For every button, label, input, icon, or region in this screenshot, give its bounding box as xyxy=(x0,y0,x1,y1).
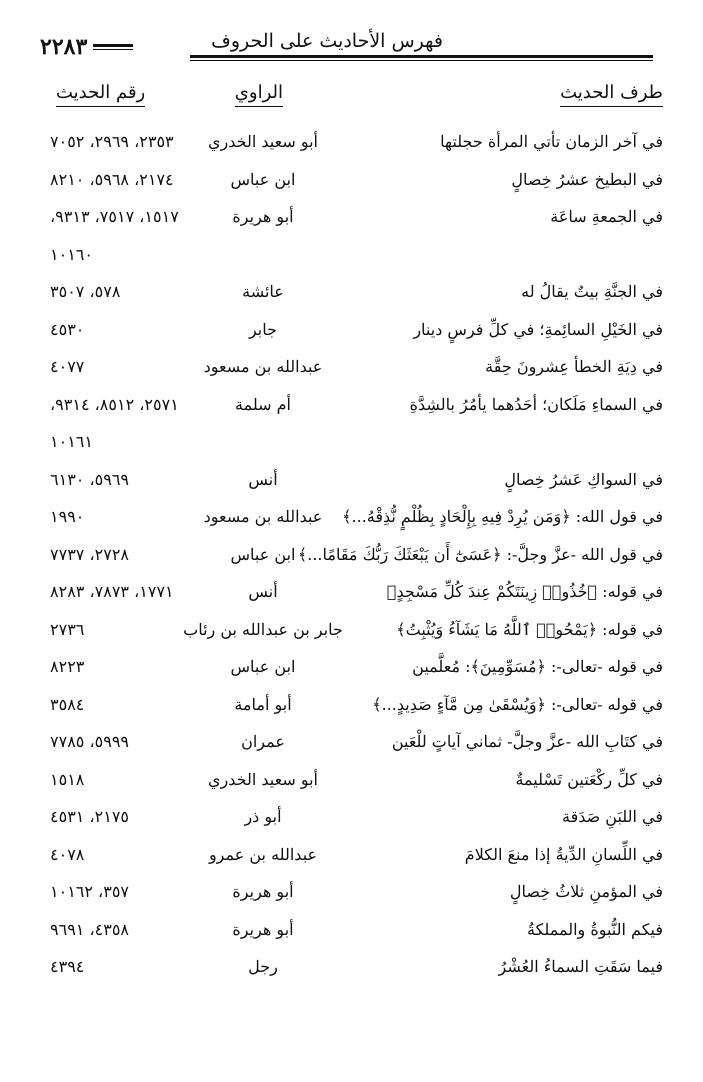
narrator-cell: أبو هريرة xyxy=(232,882,294,901)
table-row xyxy=(50,837,663,875)
number-cell: ١٠١٦١ xyxy=(50,432,93,451)
number-cell: ٤٥٣٠ xyxy=(50,319,85,339)
narrator-cell: أبو أمامة xyxy=(234,694,292,714)
hadith-cell: في قول الله -عزَّ وجلَّ-: ﴿عَسَىٰٓ أَن يَبْعَثَكَ رَبُّكَ مَقَامًا...﴾ xyxy=(297,544,663,564)
hadith-cell: في كتَابِ الله -عزَّ وجلَّ- ثماني آياتٍ للْعَين xyxy=(391,732,663,751)
columns-header xyxy=(50,82,663,118)
table-row xyxy=(50,649,663,687)
number-cell: ٤٣٩٤ xyxy=(50,957,85,976)
number-cell: ١٥١٧، ٧٥١٧، ٩٣١٣، xyxy=(50,207,179,226)
hadith-cell: في السواكِ عَشرُ خِصالٍ xyxy=(504,469,663,489)
hadith-cell: فيما سَقَتِ السماءُ العُشْرُ xyxy=(498,957,663,976)
number-cell: ٢١٧٥، ٤٥٣١ xyxy=(50,807,129,826)
narrator-cell: أبو هريرة xyxy=(232,207,294,226)
hadith-cell: في كلِّ ركْعَتين تَسْليمةٌ xyxy=(515,769,663,789)
number-cell: ٤٠٧٨ xyxy=(50,844,85,864)
table-row xyxy=(50,387,663,425)
hadith-cell: في دِيَةِ الخطأ عِشرونَ حِقَّة xyxy=(485,357,663,376)
hadith-cell: في آخر الزمان تأتي المرأة حجلتها xyxy=(440,132,663,151)
narrator-cell: أبو سعيد الخدري xyxy=(208,769,318,789)
hadith-cell: في الجنَّةِ بيتٌ يقالُ له xyxy=(521,282,663,301)
table-row xyxy=(50,762,663,800)
number-cell: ٥٧٨، ٣٥٠٧ xyxy=(50,282,121,301)
hadith-cell: في قوله -تعالى-: ﴿وَيُسْقَىٰ مِن مَّآءٍ صَدِيدٍ...﴾ xyxy=(372,694,663,714)
column-header-narrator: الراوي xyxy=(235,82,283,107)
table-row xyxy=(50,312,663,350)
number-cell: ١٩٩٠ xyxy=(50,507,85,526)
header-page-wrap xyxy=(40,34,133,60)
table-row xyxy=(50,199,663,237)
number-cell: ٣٥٧، ١٠١٦٢ xyxy=(50,882,129,901)
number-cell: ٣٥٨٤ xyxy=(50,694,85,714)
page-header xyxy=(40,30,663,62)
table-row xyxy=(50,349,663,387)
number-cell: ٢٥٧١، ٨٥١٢، ٩٣١٤، xyxy=(50,394,179,414)
narrator-cell: ابن عباس xyxy=(230,544,296,564)
hadith-index-table xyxy=(50,124,663,987)
hadith-cell: في اللِّسانِ الدِّيةُ إذا منعَ الكلامَ xyxy=(464,844,663,864)
number-cell: ١٥١٨ xyxy=(50,769,85,789)
number-cell: ١٧٧١، ٧٨٧٣، ٨٢٨٣ xyxy=(50,582,174,601)
narrator-cell: عبدالله بن مسعود xyxy=(203,357,323,376)
table-row xyxy=(50,799,663,837)
narrator-cell: أنس xyxy=(248,469,278,489)
hadith-cell: في البطيخ عشرُ خِصالٍ xyxy=(511,169,663,189)
narrator-cell: أبو سعيد الخدري xyxy=(208,132,318,151)
hadith-cell: في قوله -تعالى-: ﴿مُسَوِّمِينَ﴾: مُعلَّمين xyxy=(412,657,663,676)
narrator-cell: عائشة xyxy=(242,282,284,301)
hadith-cell: فيكم النُّبوةُ والمملكةُ xyxy=(526,919,663,939)
table-row xyxy=(50,612,663,650)
header-rule xyxy=(190,55,653,61)
hadith-cell: في قوله: ﴿خُذُوا۟ زِينَتَكُمْ عِندَ كُلِّ مَسْجِدٍ﴾ xyxy=(386,582,663,601)
number-cell: ٥٩٦٩، ٦١٣٠ xyxy=(50,469,129,489)
narrator-cell: أبو هريرة xyxy=(232,919,294,939)
table-row xyxy=(50,499,663,537)
table-row xyxy=(50,949,663,987)
hadith-cell: في قوله: ﴿يَمْحُوا۟ ٱللَّهُ مَا يَشَآءُ وَيُثْبِتُ﴾ xyxy=(396,619,663,639)
number-cell: ٢٧٣٦ xyxy=(50,619,85,639)
number-cell: ٢٧٢٨، ٧٧٣٧ xyxy=(50,544,129,564)
hadith-cell: في اللبَنِ صَدَقة xyxy=(562,807,663,826)
narrator-cell: عمران xyxy=(241,732,285,751)
table-row xyxy=(50,724,663,762)
number-cell: ٨٢٢٣ xyxy=(50,657,85,676)
hadith-cell: في قول الله: ﴿وَمَن يُرِدْ فِيهِ بِإِلْحَادٍ بِظُلْمٍ نُّذِقْهُ...﴾ xyxy=(342,507,663,526)
narrator-cell: أبو ذر xyxy=(244,807,282,826)
narrator-cell: ابن عباس xyxy=(230,169,296,189)
table-row xyxy=(50,462,663,500)
number-cell: ٥٩٩٩، ٧٧٨٥ xyxy=(50,732,129,751)
number-cell: ٤٠٧٧ xyxy=(50,357,85,376)
narrator-cell: أم سلمة xyxy=(235,394,291,414)
table-row xyxy=(50,687,663,725)
table-row xyxy=(50,537,663,575)
number-cell: ٤٣٥٨، ٩٦٩١ xyxy=(50,919,129,939)
table-row xyxy=(50,912,663,950)
narrator-cell: جابر بن عبدالله بن رئاب xyxy=(183,619,343,639)
column-header-number: رقم الحديث xyxy=(56,82,145,107)
narrator-cell: رجل xyxy=(248,957,278,976)
number-cell: ٢٣٥٣، ٢٩٦٩، ٧٠٥٢ xyxy=(50,132,174,151)
hadith-cell: في السماءِ مَلَكان؛ أحَدُهما يأمُرُ بالشِدَّةِ xyxy=(409,394,663,414)
narrator-cell: أنس xyxy=(248,582,278,601)
number-cell: ١٠١٦٠ xyxy=(50,244,93,264)
table-row xyxy=(50,874,663,912)
table-row xyxy=(50,274,663,312)
table-row xyxy=(50,237,663,275)
hadith-cell: في المؤمنِ ثلاثُ خِصالٍ xyxy=(509,882,663,901)
table-row xyxy=(50,424,663,462)
narrator-cell: عبدالله بن عمرو xyxy=(208,844,318,864)
narrator-cell: جابر xyxy=(248,319,278,339)
number-cell: ٢١٧٤، ٥٩٦٨، ٨٢١٠ xyxy=(50,169,174,189)
page-title: فهرس الأحاديث على الحروف xyxy=(211,30,443,52)
page-number: ٢٢٨٣ xyxy=(40,34,88,60)
hadith-cell: في الخَيْلِ السائِمةِ؛ في كلِّ فرسٍ دينار xyxy=(413,319,663,339)
narrator-cell: ابن عباس xyxy=(230,657,296,676)
hadith-cell: في الجمعةِ ساعَة xyxy=(550,207,663,226)
page-number-rule xyxy=(93,44,133,50)
table-row xyxy=(50,574,663,612)
narrator-cell: عبدالله بن مسعود xyxy=(203,507,323,526)
table-row xyxy=(50,162,663,200)
table-row xyxy=(50,124,663,162)
column-header-hadith: طرف الحديث xyxy=(560,82,663,107)
